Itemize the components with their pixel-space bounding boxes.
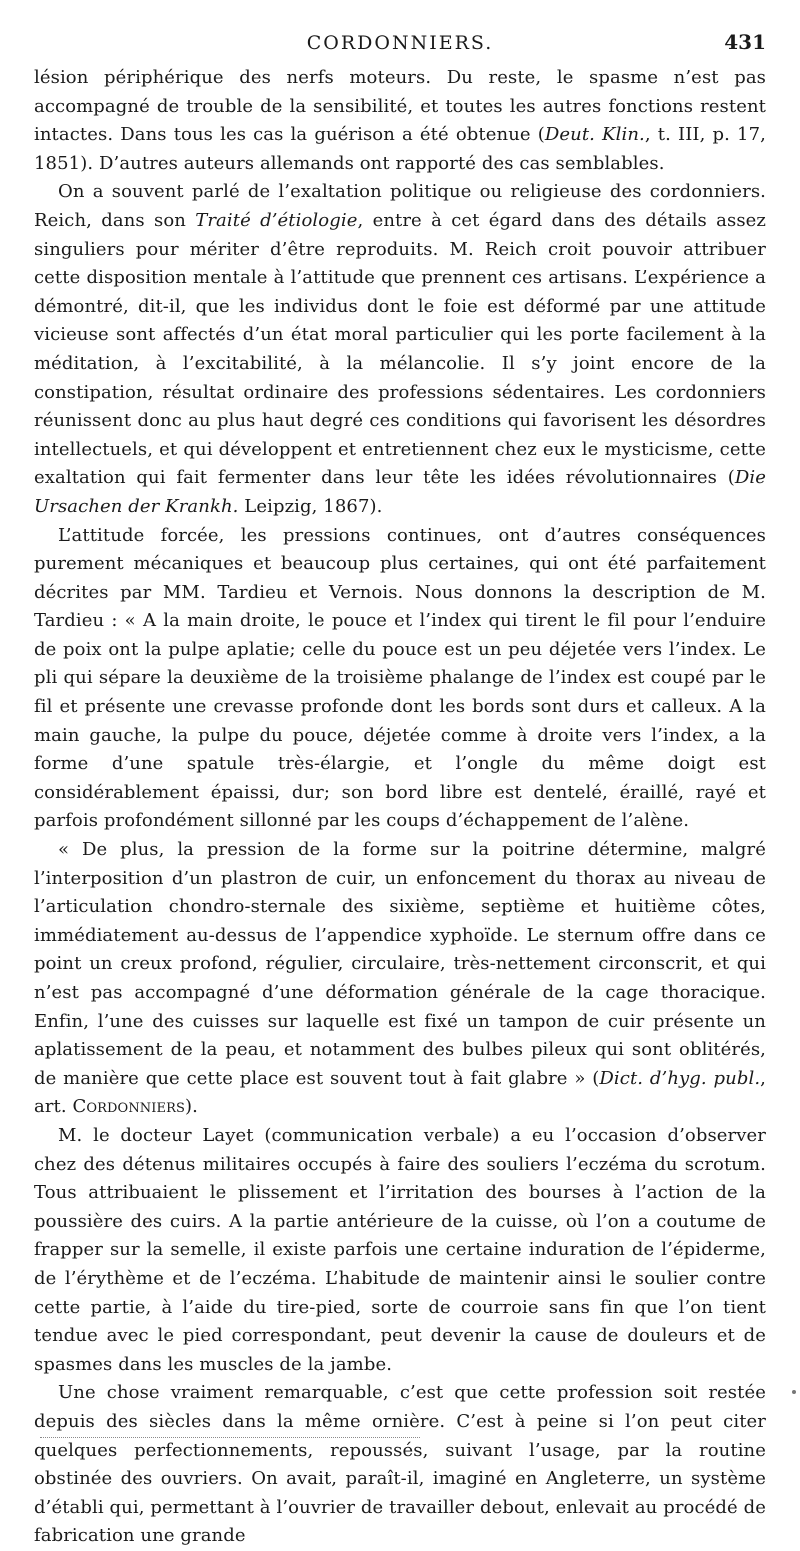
text-run: ).: [184, 1096, 198, 1118]
text-run: , art.: [34, 1067, 766, 1118]
paragraph: [34, 1379, 766, 1551]
italic-text: Dict. d’hyg. publ.: [599, 1067, 761, 1089]
italic-text: Traité d’étiologie: [195, 209, 358, 231]
text-run: L’attitude forcée, les pressions continues, ont d’autres conséquences purement mécaniques et beaucoup plus certaines, qui ont été parfaitement décrites par MM. Tardieu et Vernois. Nous donnons la description de M. Tardieu : « A la main droite, le pouce et l’index qui tirent le fil pour l’enduire de poix ont la pulpe aplatie; celle du pouce est un peu déjetée vers l’index. Le pli qui sépare la deuxième de la troisième phalange de l’index est coupé par le fil et présente une crevasse profonde dont les bords sont durs et calleux. A la main gauche, la pulpe du pouce, déjetée comme à droite vers l’index, a la forme d’une spatule très-élargie, et l’ongle du même doigt est considérablement épaissi, dur; son bord libre est dentelé, éraillé, rayé et parfois profondément sillonné par les coups d’échappement de l’alène.: [34, 524, 766, 832]
margin-mark: [792, 1390, 796, 1394]
body-text: [34, 64, 766, 1551]
smallcaps-text: Cordonniers: [72, 1096, 185, 1118]
text-run: On a souvent parlé de l’exaltation politique ou religieuse des cordonniers. Reich, dans son: [34, 181, 766, 231]
text-run: « De plus, la pression de la forme sur la poitrine détermine, malgré l’interposition d’un plastron de cuir, un enfoncement du thorax au niveau de l’articulation chondro-sternale des sixième, septième et huitième côtes, immédiatement au-dessus de l’appendice xyphoïde. Le sternum offre dans ce point un creux profond, régulier, circulaire, très-nettement circonscrit, et qui n’est pas accompagné d’une déformation générale de la cage thoracique. Enfin, l’une des cuisses sur laquelle est fixé un tampon de cuir présente un aplatissement de la peau, et notamment des bulbes pileux qui sont oblitérés, de manière que cette place est souvent tout à fait glabre » (: [34, 839, 766, 1089]
paragraph: [34, 836, 766, 1122]
italic-text: Die Ursachen der Krankh.: [34, 467, 766, 517]
paragraph: [34, 1122, 766, 1379]
paragraph: [34, 178, 766, 521]
page-number: 431: [724, 30, 766, 54]
text-run: , entre à cet égard dans des détails assez singuliers pour mériter d’être reproduits. M. Reich croit pouvoir attribuer cette disposition mentale à l’attitude que prennent ces artisans. L’expérience a démontré, dit-il, que les individus dont le foie est déformé par une attitude vicieuse sont affectés d’un état moral particulier qui les porte facilement à la méditation, à l’excitabilité, à la mélancolie. Il s’y joint encore de la constipation, résultat ordinaire des professions sédentaires. Les cordonniers réunissent donc au plus haut degré ces conditions qui favorisent les désordres intellectuels, et qui développent et entretiennent chez eux le mysticisme, cette exaltation qui fait fermenter dans leur tête les idées révolutionnaires (: [34, 209, 767, 489]
text-run: M. le docteur Layet (communication verbale) a eu l’occasion d’observer chez des détenus militaires occupés à faire des souliers l’eczéma du scrotum. Tous attribuaient le plissement et l’irritation des bourses à l’action de la poussière des cuirs. A la partie antérieure de la cuisse, où l’on a coutume de frapper sur la semelle, il existe parfois une certaine induration de l’épiderme, de l’érythème et de l’eczéma. L’habitude de maintenir ainsi le soulier contre cette partie, à l’aide du tire-pied, sorte de courroie sans fin que l’on tient tendue avec le pied correspondant, peut devenir la cause de douleurs et de spasmes dans les muscles de la jambe.: [34, 1124, 766, 1375]
text-run: lésion périphérique des nerfs moteurs. Du reste, le spasme n’est pas accompagné de trouble de la sensibilité, et toutes les autres fonctions restent intactes. Dans tous les cas la guérison a été obtenue (: [34, 67, 766, 146]
paragraph: [34, 522, 766, 837]
paragraph: [34, 64, 766, 178]
italic-text: Deut. Klin.: [544, 124, 645, 146]
text-run: Leipzig, 1867).: [238, 495, 383, 517]
text-run: Une chose vraiment remarquable, c’est que cette profession soit restée depuis des siècles dans la même ornière. C’est à peine si l’on peut citer quelques perfectionnements, repoussés, suivant l’usage, par la routine obstinée des ouvriers. On avait, paraît-il, imaginé en Angleterre, un système d’établi qui, permettant à l’ouvrier de travailler debout, enlevait au procédé de fabrication une grande: [34, 1382, 766, 1547]
running-head: CORDONNIERS.: [306, 32, 494, 54]
page-header: [34, 30, 766, 60]
footer-rule: [40, 1437, 420, 1442]
text-run: , t. III, p. 17, 1851). D’autres auteurs allemands ont rapporté des cas semblables.: [34, 124, 766, 174]
